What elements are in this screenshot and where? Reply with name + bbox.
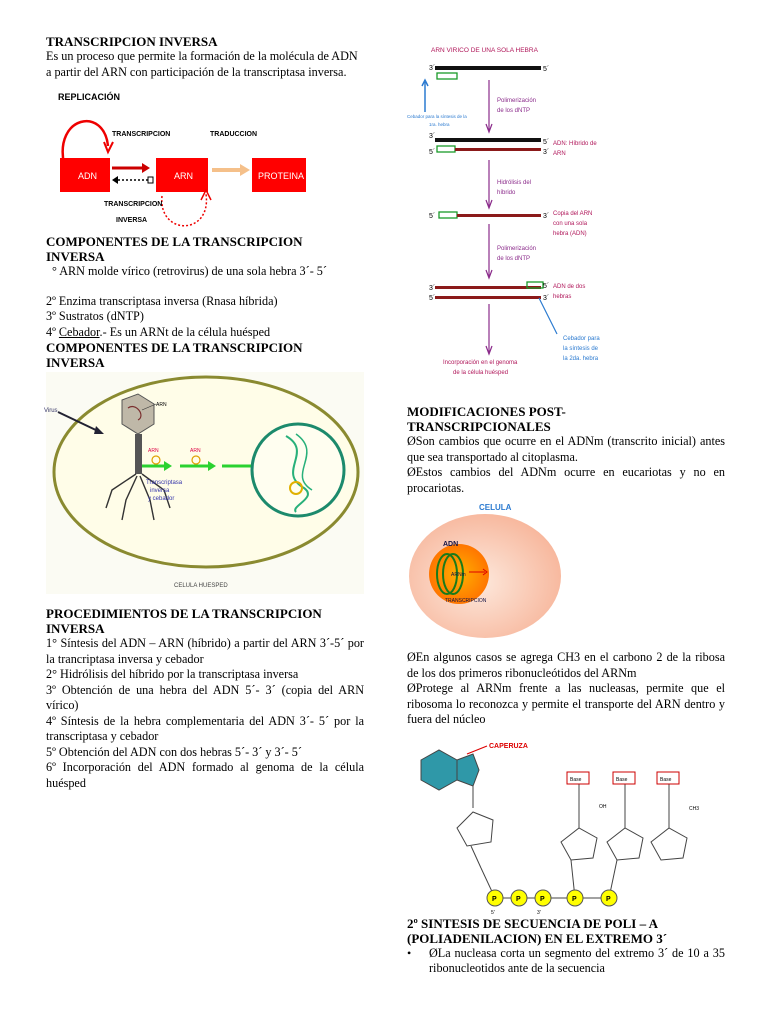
arn-virico-label: ARN VIRICO DE UNA SOLA HEBRA xyxy=(431,47,538,54)
caperuza-label: CAPERUZA xyxy=(489,742,528,750)
arnm-label: ARNm xyxy=(451,572,466,578)
svg-text:5´: 5´ xyxy=(429,295,436,302)
svg-text:5´: 5´ xyxy=(543,66,550,73)
component-2: 2º Enzima transcriptasa inversa (Rnasa híbrida) xyxy=(46,293,278,308)
step-4: 4º Síntesis de la hebra complementaria del ADN 3´- 5´ por la transcriptasa y cebador xyxy=(46,713,364,743)
nucleus xyxy=(252,424,344,516)
purine-ring-6 xyxy=(421,750,457,790)
transcripcion-inversa-label-2: INVERSA xyxy=(116,217,148,224)
arn-a-label: ARN xyxy=(148,448,159,454)
mod-paragraph-3: ØEn algunos casos se agrega CH3 en el carbono 2 de la ribosa de los dos primeros ribonucleótidos del ARNm xyxy=(407,650,725,680)
svg-text:3´: 3´ xyxy=(543,295,550,302)
replication-loop-arrow xyxy=(63,121,108,164)
heading-procedimientos: PROCEDIMIENTOS DE LA TRANSCRIPCION INVERSA xyxy=(46,606,322,636)
arn-top-label: ARN xyxy=(156,402,167,408)
transcriptasa-label-1: Transcriptasa xyxy=(146,480,183,486)
traduccion-label: TRADUCCION xyxy=(210,131,258,138)
cebador2-label-3: la 2da. hebra xyxy=(563,356,599,362)
right-column xyxy=(407,0,725,975)
cebador-label-1: Cebador para la síntesis de la xyxy=(407,114,467,119)
svg-text:5´: 5´ xyxy=(543,283,550,290)
svg-text:5´: 5´ xyxy=(429,149,436,156)
bullet-dot: • xyxy=(407,945,412,960)
purine-ring-5 xyxy=(457,754,479,786)
step-1: 1° Síntesis del ADN – ARN (híbrido) a partir del ARN 3´-5´ por la trancriptasa inversa y cebador xyxy=(46,636,364,666)
transcriptasa-label-3: y cebador xyxy=(148,496,175,502)
replicacion-label: REPLICACIÓN xyxy=(58,92,121,102)
ribose-4 xyxy=(651,828,687,860)
arn-box-label: ARN xyxy=(174,171,194,181)
polimerizacion2-label-1: Polimerización xyxy=(497,246,537,252)
step-3: 3º Obtención de una hebra del ADN 5´- 3´ (copia del ARN vírico) xyxy=(46,682,364,712)
component-3: 3º Sustratos (dNTP) xyxy=(46,309,144,323)
svg-text:3´: 3´ xyxy=(543,149,550,156)
component-1: ° ARN molde vírico (retrovirus) de una sola hebra 3´- 5´ xyxy=(52,264,327,278)
bullet-item xyxy=(407,946,725,977)
svg-text:P: P xyxy=(606,895,611,903)
heading-poliadenilacion: 2º SINTESIS DE SECUENCIA DE POLI – A (POLIADENILACION) EN EL EXTREMO 3´ xyxy=(407,915,668,946)
dos-hebras-label-1: ADN de dos xyxy=(553,284,586,290)
intro-paragraph: Es un proceso que permite la formación de la molécula de ADN a partir del ARN con participación de la transcriptasa inversa. xyxy=(46,49,358,79)
transcripcion-label-2: TRANSCRIPCION xyxy=(445,598,487,604)
mrna-cap-structure-diagram xyxy=(407,732,725,914)
polimerizacion-label-2: de los dNTP xyxy=(497,108,531,114)
polimerizacion2-label-2: de los dNTP xyxy=(497,256,531,262)
svg-text:Base: Base xyxy=(616,776,628,783)
transcriptasa-label-2: inversa xyxy=(150,488,170,494)
step-2: 2° Hidrólisis del híbrido por la transcriptasa inversa xyxy=(46,667,299,681)
arn-b-label: ARN xyxy=(190,448,201,454)
svg-text:Base: Base xyxy=(570,776,582,783)
celula-huesped-label: CELULA HUESPED xyxy=(174,583,228,589)
transcripcion-label: TRANSCRIPCION xyxy=(112,131,171,138)
hidrolisis-label-2: híbrido xyxy=(497,190,516,196)
cebador2-label-2: la síntesis de xyxy=(563,346,599,352)
cell-transcription-diagram xyxy=(407,496,725,644)
svg-text:3´: 3´ xyxy=(429,65,436,72)
ribose-1 xyxy=(457,812,493,846)
svg-text:P: P xyxy=(492,895,497,903)
transcripcion-inversa-label-1: TRANSCRIPCION xyxy=(104,201,163,208)
cebador-label-2: 1ra. hebra xyxy=(429,122,450,127)
ribose-3 xyxy=(607,828,643,860)
svg-text:5´: 5´ xyxy=(429,213,436,220)
celula-label: CELULA xyxy=(479,503,512,512)
ribose-2 xyxy=(561,828,597,860)
heading-componentes-2: COMPONENTES DE LA TRANSCRIPCION INVERSA xyxy=(46,340,303,370)
central-dogma-diagram xyxy=(46,86,364,226)
mod-paragraph-4: ØProtege al ARNm frente a las nucleasas, permite que el ribosoma lo reconozca y permite el transporte del ARN dentro y fuera del núcleo xyxy=(407,681,725,726)
svg-text:OH: OH xyxy=(599,803,607,810)
svg-text:Base: Base xyxy=(660,776,672,783)
incorporacion-label-2: de la célula huésped xyxy=(453,370,509,376)
virus-cell-diagram xyxy=(46,372,364,594)
proteina-box-label: PROTEINA xyxy=(258,171,305,181)
heading-modificaciones: MODIFICACIONES POST-TRANSCRIPCIONALES xyxy=(407,404,566,434)
poli-a-paragraph: ØLa nucleasa corta un segmento del extremo 3´ de 10 a 35 ribonucleotidos ante de la secuencia xyxy=(429,945,725,975)
heading-componentes: COMPONENTES DE LA TRANSCRIPCION INVERSA xyxy=(46,234,303,264)
adn-label: ADN xyxy=(443,541,459,548)
incorporacion-label-1: Incorporación en el genoma xyxy=(443,360,518,366)
step-5: 5º Obtención del ADN con dos hebras 5´- 3´ y 3´- 5´ xyxy=(46,744,302,759)
virus-label: Virus xyxy=(44,408,58,414)
copia-label-3: hebra (ADN) xyxy=(553,231,587,237)
cebador-underlined: Cebador xyxy=(58,324,100,339)
svg-text:3': 3' xyxy=(537,909,541,916)
cebador2-label-1: Cebador para xyxy=(563,336,600,342)
mod-paragraph-2: ØEstos cambios del ADNm ocurre en eucariotas y no en procariotas. xyxy=(407,465,725,495)
dos-hebras-label-2: hebras xyxy=(553,294,572,300)
svg-text:P: P xyxy=(540,895,545,903)
heading-transcripcion-inversa: TRANSCRIPCION INVERSA xyxy=(46,34,218,49)
copia-label-1: Copia del ARN xyxy=(553,211,593,217)
reverse-transcription-steps-diagram xyxy=(407,0,725,400)
left-column xyxy=(46,34,364,791)
svg-text:3´: 3´ xyxy=(543,213,550,220)
svg-text:5': 5' xyxy=(491,909,495,916)
svg-text:3´: 3´ xyxy=(429,285,436,292)
component-4: 4º Cebador.- Es un ARNt de la célula huésped xyxy=(46,324,271,339)
svg-text:CH3: CH3 xyxy=(689,805,700,812)
polimerizacion-label-1: Polimerización xyxy=(497,98,537,104)
svg-text:P: P xyxy=(572,895,577,903)
adn-hibrido-label-2: ARN xyxy=(553,151,566,157)
mod-paragraph-1: ØSon cambios que ocurre en el ADNm (transcrito inicial) antes que sea transportado al citoplasma. xyxy=(407,434,725,464)
svg-text:P: P xyxy=(516,895,521,903)
adn-hibrido-label-1: ADN: Híbrido de xyxy=(553,141,597,147)
step-6: 6º Incorporación del ADN formado al genoma de la célula huésped xyxy=(46,760,364,790)
adn-box-label: ADN xyxy=(78,171,98,181)
hidrolisis-label-1: Hidrólisis del xyxy=(497,180,532,186)
svg-text:3´: 3´ xyxy=(429,133,436,140)
svg-text:5´: 5´ xyxy=(543,139,550,146)
copia-label-2: con una sola xyxy=(553,221,588,227)
